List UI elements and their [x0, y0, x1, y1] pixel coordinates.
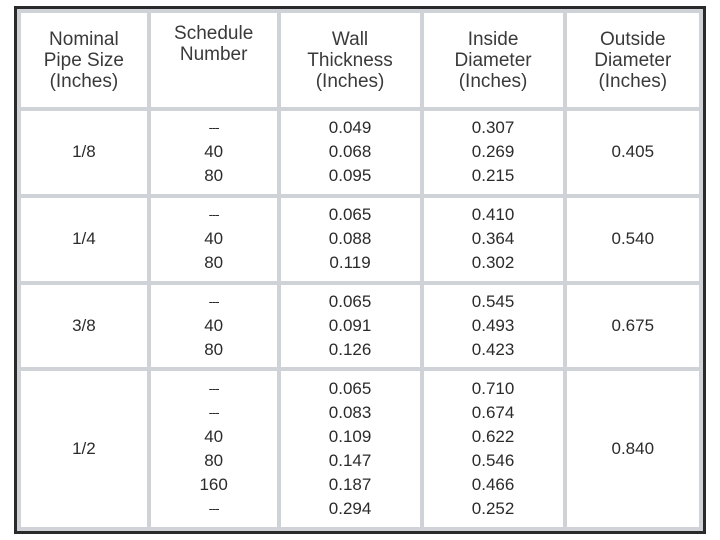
inside-diameter-value: 0.307	[471, 118, 515, 138]
schedule-value: 40	[204, 316, 224, 336]
inside-diameter-cell	[424, 198, 563, 281]
inside-diameter-value: 0.252	[471, 499, 515, 519]
schedule-value: ---	[208, 207, 219, 223]
inside-diameter-cell	[424, 285, 563, 368]
table-row	[21, 111, 699, 194]
schedule-cell	[151, 371, 277, 527]
outside-diameter-cell: 0.675	[567, 285, 699, 368]
header-nominal-pipe-size	[21, 13, 147, 107]
wall-thickness-value: 0.088	[328, 229, 372, 249]
wall-thickness-value: 0.095	[328, 166, 372, 186]
inside-diameter-value: 0.215	[471, 166, 515, 186]
nominal-size-cell: 1/8	[21, 111, 147, 194]
outside-diameter-cell: 0.540	[567, 198, 699, 281]
wall-thickness-value: 0.109	[328, 427, 372, 447]
inside-diameter-value: 0.466	[471, 475, 515, 495]
header-wall-thickness	[281, 13, 420, 107]
header-line: Inside	[467, 28, 519, 50]
wall-thickness-cell	[281, 111, 420, 194]
schedule-value: 40	[204, 427, 224, 447]
schedule-value: 80	[204, 340, 224, 360]
wall-thickness-value: 0.091	[328, 316, 372, 336]
pipe-schedule-table-frame	[14, 6, 706, 534]
nominal-size-cell: 1/2	[21, 371, 147, 527]
wall-thickness-value: 0.065	[328, 379, 372, 399]
header-line: (Inches)	[458, 70, 528, 92]
header-line: (Inches)	[315, 70, 385, 92]
wall-thickness-value: 0.187	[328, 475, 372, 495]
header-line: Outside	[600, 28, 666, 50]
schedule-value: 80	[204, 253, 224, 273]
header-line: Wall	[331, 28, 369, 50]
outside-diameter-cell: 0.840	[567, 371, 699, 527]
inside-diameter-value: 0.493	[471, 316, 515, 336]
header-line: Diameter	[454, 49, 532, 71]
schedule-cell	[151, 111, 277, 194]
header-row	[21, 13, 699, 107]
inside-diameter-cell	[424, 371, 563, 527]
schedule-value: 80	[204, 166, 224, 186]
inside-diameter-value: 0.674	[471, 403, 515, 423]
inside-diameter-value: 0.546	[471, 451, 515, 471]
inside-diameter-value: 0.710	[471, 379, 515, 399]
table-row	[21, 198, 699, 281]
wall-thickness-value: 0.065	[328, 205, 372, 225]
schedule-cell	[151, 198, 277, 281]
wall-thickness-cell	[281, 198, 420, 281]
inside-diameter-value: 0.545	[471, 292, 515, 312]
wall-thickness-value: 0.294	[328, 499, 372, 519]
schedule-value: 160	[199, 475, 228, 495]
wall-thickness-cell	[281, 285, 420, 368]
pipe-schedule-table	[17, 9, 703, 531]
header-line: Number	[179, 44, 248, 65]
schedule-value: ---	[208, 120, 219, 136]
inside-diameter-value: 0.423	[471, 340, 515, 360]
header-line: Nominal	[49, 28, 119, 50]
schedule-value: 40	[204, 229, 224, 249]
inside-diameter-value: 0.302	[471, 253, 515, 273]
header-line: Diameter	[594, 49, 672, 71]
header-line: Pipe Size	[43, 49, 125, 71]
header-schedule-number	[151, 13, 277, 107]
nominal-size-cell: 3/8	[21, 285, 147, 368]
schedule-value: ---	[208, 405, 219, 421]
header-inside-diameter	[424, 13, 563, 107]
wall-thickness-value: 0.147	[328, 451, 372, 471]
wall-thickness-value: 0.065	[328, 292, 372, 312]
wall-thickness-value: 0.083	[328, 403, 372, 423]
schedule-value: ---	[208, 294, 219, 310]
inside-diameter-value: 0.622	[471, 427, 515, 447]
schedule-cell	[151, 285, 277, 368]
inside-diameter-value: 0.269	[471, 142, 515, 162]
wall-thickness-value: 0.119	[329, 253, 371, 273]
schedule-value: ---	[208, 501, 219, 517]
header-line: Thickness	[307, 49, 393, 71]
header-line: (Inches)	[49, 70, 119, 92]
wall-thickness-cell	[281, 371, 420, 527]
header-line: (Inches)	[598, 70, 668, 92]
table-row	[21, 371, 699, 527]
schedule-value: 80	[204, 451, 224, 471]
inside-diameter-cell	[424, 111, 563, 194]
inside-diameter-value: 0.410	[471, 205, 515, 225]
schedule-value: ---	[208, 381, 219, 397]
wall-thickness-value: 0.068	[328, 142, 372, 162]
header-outside-diameter	[567, 13, 699, 107]
inside-diameter-value: 0.364	[471, 229, 515, 249]
header-line: Schedule	[174, 23, 254, 44]
outside-diameter-cell: 0.405	[567, 111, 699, 194]
schedule-value: 40	[204, 142, 224, 162]
table-row	[21, 285, 699, 368]
wall-thickness-value: 0.049	[328, 118, 372, 138]
nominal-size-cell: 1/4	[21, 198, 147, 281]
wall-thickness-value: 0.126	[328, 340, 372, 360]
